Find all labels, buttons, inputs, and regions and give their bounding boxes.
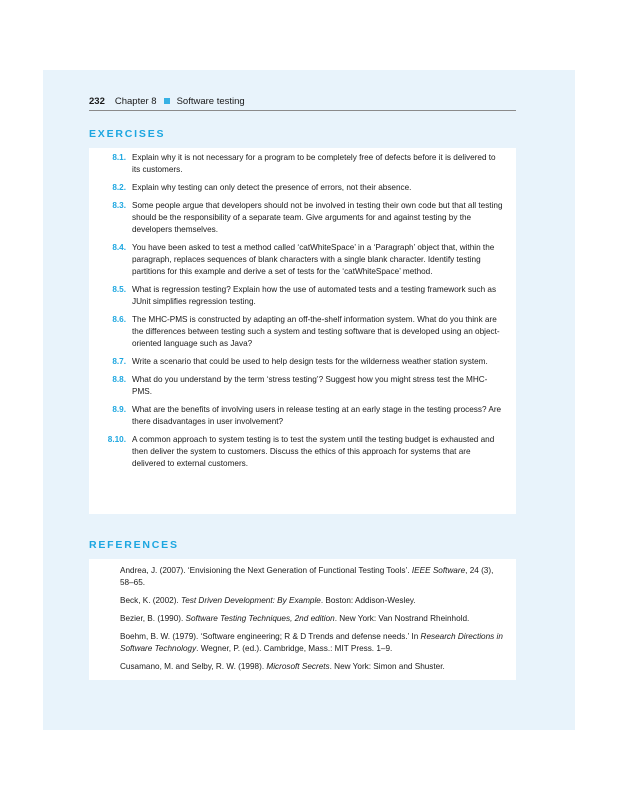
exercise-text: What do you understand by the term ‘stress testing’? Suggest how you might stress test the MHC-PMS. <box>132 375 488 396</box>
exercise-item <box>89 314 516 350</box>
reference-title: Microsoft Secrets <box>266 662 330 671</box>
reference-text: . Wegner, P. (ed.). Cambridge, Mass.: MIT Press. 1–9. <box>196 644 393 653</box>
exercise-number: 8.4. <box>112 243 126 252</box>
reference-text: Boehm, B. W. (1979). ‘Software engineering; R & D Trends and defense needs.’ In <box>120 632 421 641</box>
exercise-number: 8.5. <box>112 285 126 294</box>
exercises-box <box>89 148 516 514</box>
reference-text: . New York: Simon and Shuster. <box>329 662 445 671</box>
reference-list <box>89 559 516 673</box>
exercise-text: A common approach to system testing is to test the system until the testing budget is exhausted and then deliver the system to customers. Discuss the ethics of this approach for systems that are delivered to external customers. <box>132 435 495 468</box>
exercise-text: What is regression testing? Explain how the use of automated tests and a testing framework such as JUnit simplifies regression testing. <box>132 285 497 306</box>
reference-item <box>120 631 505 655</box>
exercise-number: 8.9. <box>112 405 126 414</box>
exercise-number: 8.6. <box>112 315 126 324</box>
reference-text: Beck, K. (2002). <box>120 596 181 605</box>
exercises-heading: EXERCISES <box>89 128 166 140</box>
exercise-list <box>89 148 516 470</box>
exercise-text: Some people argue that developers should not be involved in testing their own code but that all testing should be the responsibility of a separate team. Give arguments for and against testing by the developers themselves. <box>132 201 503 234</box>
exercise-item <box>89 404 516 428</box>
exercise-number: 8.3. <box>112 201 126 210</box>
reference-text: . Boston: Addison-Wesley. <box>320 596 416 605</box>
reference-text: Cusamano, M. and Selby, R. W. (1998). <box>120 662 267 671</box>
references-box <box>89 559 516 680</box>
exercise-item <box>89 356 516 368</box>
exercise-text: Write a scenario that could be used to help design tests for the wilderness weather station system. <box>132 357 488 366</box>
exercise-number: 8.7. <box>112 357 126 366</box>
exercise-item <box>89 200 516 236</box>
exercise-text: Explain why testing can only detect the presence of errors, not their absence. <box>132 183 412 192</box>
reference-item <box>120 661 505 673</box>
exercise-item <box>89 284 516 308</box>
exercise-item <box>89 242 516 278</box>
reference-text: , 24 (3), 58–65. <box>120 566 494 587</box>
exercise-item <box>89 434 516 470</box>
exercise-text: The MHC-PMS is constructed by adapting an off-the-shelf information system. What do you think are the differences between testing such a system and testing software that is developed using an object-oriented language such as Java? <box>132 315 500 348</box>
reference-item <box>120 595 505 607</box>
reference-title: Test Driven Development: By Example <box>180 596 321 605</box>
exercise-item <box>89 182 516 194</box>
exercise-item <box>89 374 516 398</box>
exercise-number: 8.8. <box>112 375 126 384</box>
exercise-text: You have been asked to test a method called ‘catWhiteSpace’ in a ‘Paragraph’ object that, within the paragraph, replaces sequences of blank characters with a single blank character. Identify testing partitions for this example and derive a set of tests for the ‘catWhiteSpace’ method. <box>132 243 495 276</box>
reference-title: Research Directions in Software Technology <box>120 632 503 653</box>
exercise-number: 8.10. <box>107 435 126 444</box>
square-bullet-icon <box>164 98 170 104</box>
exercise-number: 8.2. <box>112 183 126 192</box>
chapter-title: Software testing <box>176 96 245 107</box>
reference-text: Bezier, B. (1990). <box>120 614 186 623</box>
reference-text: . New York: Van Nostrand Rheinhold. <box>334 614 470 623</box>
exercise-number: 8.1. <box>112 153 126 162</box>
running-header <box>89 96 516 111</box>
page-number: 232 <box>89 96 105 107</box>
reference-title: Software Testing Techniques, 2nd edition <box>185 614 335 623</box>
references-heading: REFERENCES <box>89 539 179 551</box>
exercise-text: What are the benefits of involving users in release testing at an early stage in the testing process? Are there disadvantages in user involvement? <box>132 405 502 426</box>
exercise-text: Explain why it is not necessary for a program to be completely free of defects before it is delivered to its customers. <box>132 153 496 174</box>
chapter-label: Chapter 8 <box>114 96 157 107</box>
exercise-item <box>89 152 516 176</box>
reference-text: Andrea, J. (2007). ‘Envisioning the Next Generation of Functional Testing Tools’. <box>120 566 412 575</box>
reference-item <box>120 565 505 589</box>
reference-title: IEEE Software <box>411 566 466 575</box>
reference-item <box>120 613 505 625</box>
